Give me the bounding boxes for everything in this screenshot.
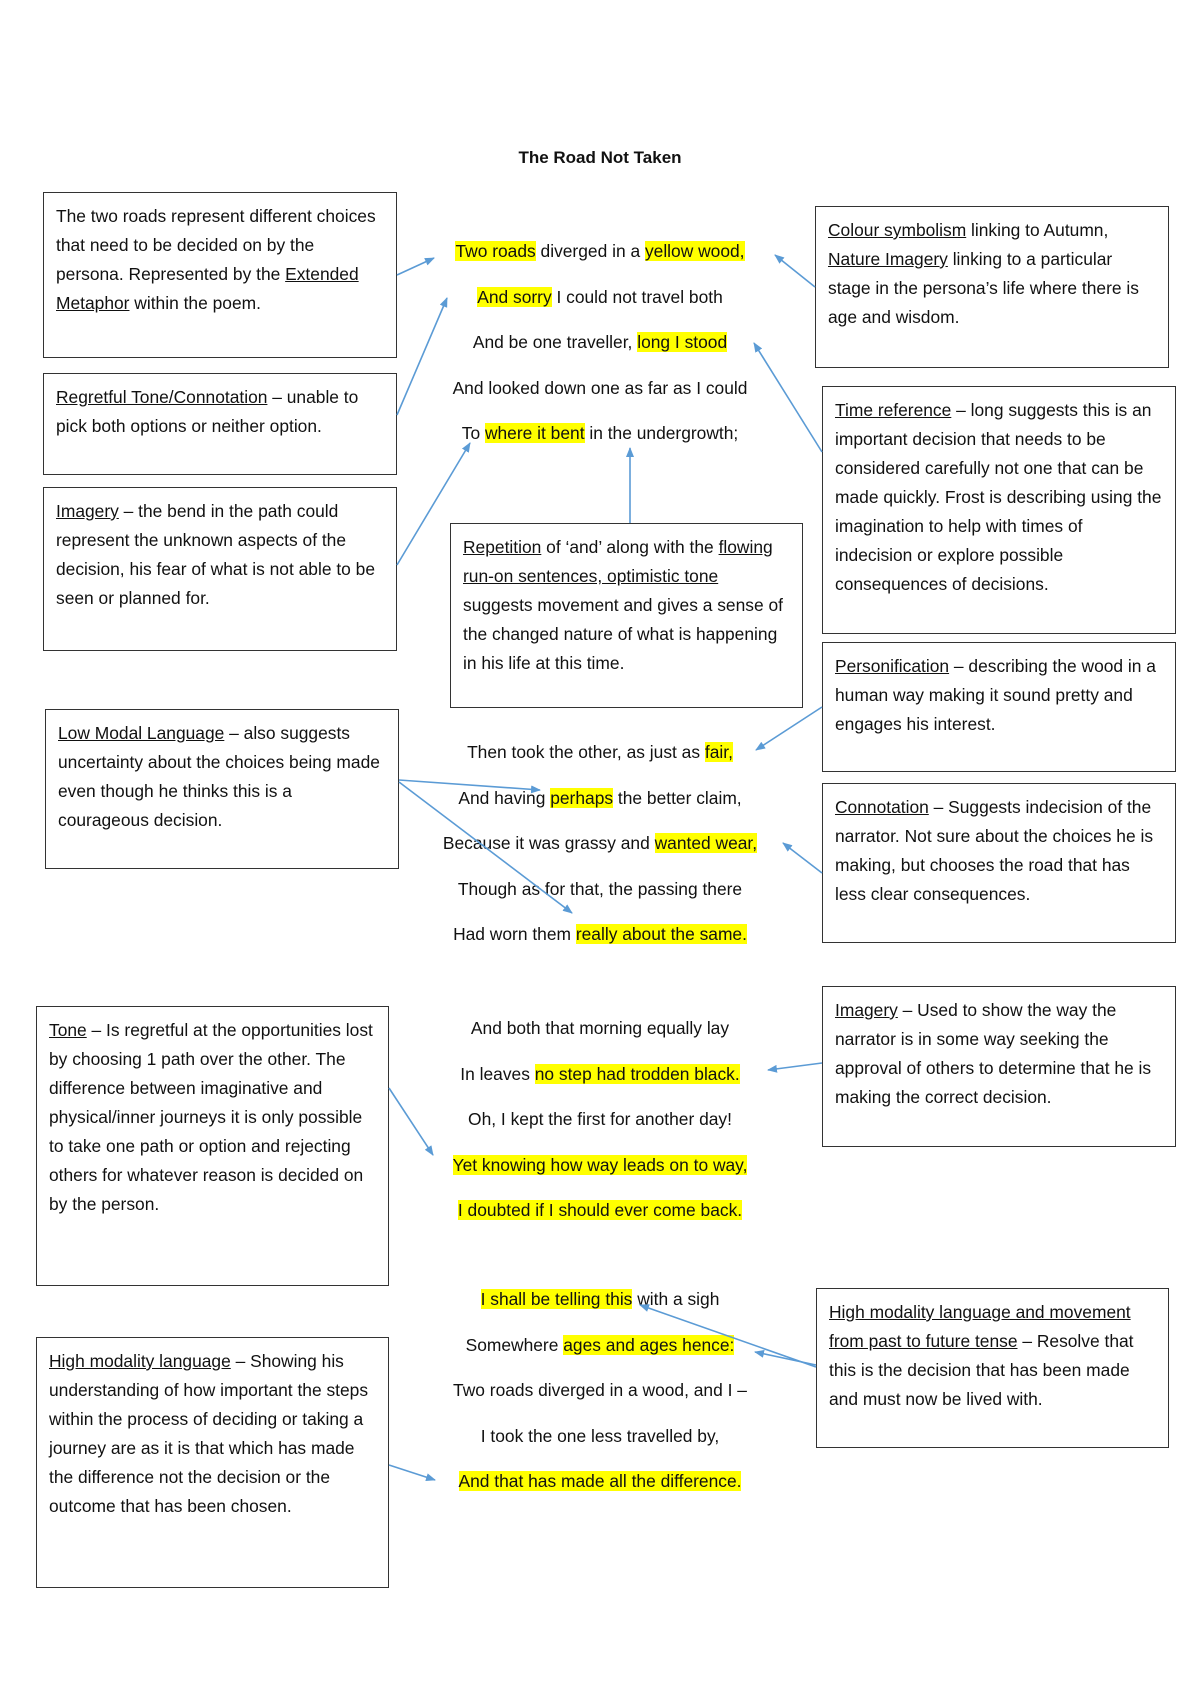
annotation-connotation [822,783,1176,943]
annotation-regretful-tone [43,373,397,475]
annotation-text: – Used to show the way the narrator is in some way seeking the approval of others to determine that he is making the correct decision. [835,1000,1152,1107]
poem-text: Oh, I kept the first for another day! [468,1109,732,1129]
highlighted-phrase: I doubted if I should ever come back. [457,1200,743,1220]
poem-text: Had worn them [453,924,576,944]
annotation-text: suggests movement and gives a sense of the changed nature of what is happening in his life at this time. [463,595,783,673]
annotation-term: High modality language and movement from past to future tense [829,1302,1131,1351]
poem-line [400,375,800,401]
highlighted-phrase: fair, [704,742,733,762]
annotation-imagery-bend [43,487,397,651]
annotation-term: Regretful Tone/Connotation [56,387,268,407]
annotation-term: Connotation [835,797,929,817]
annotation-term: Low Modal Language [58,723,225,743]
poem-text: the better claim, [613,787,742,808]
poem-line [400,284,800,310]
annotation-text: – the bend in the path could represent the unknown aspects of the decision, his fear of what is not able to be seen or planned for. [56,501,376,608]
annotation-text: of ‘and’ along with the [541,537,719,557]
poem-text: I took the one less travelled by, [480,1425,720,1446]
highlighted-phrase: ages and ages hence: [563,1334,735,1355]
annotation-text: – unable to pick both options or neither option. [56,387,359,436]
highlighted-phrase: long I stood [637,332,728,352]
annotation-personification [822,642,1176,772]
annotation-text: – also suggests uncertainty about the choices being made even though he thinks this is a courageous decision. [58,723,380,830]
annotation-term: Time reference [835,400,952,420]
annotation-text: – describing the wood in a human way making it sound pretty and engages his interest. [835,656,1156,734]
poem-text: in the undergrowth; [584,423,739,443]
poem-line [400,1015,800,1041]
poem-text: In leaves [460,1063,535,1084]
highlighted-phrase: perhaps [550,787,614,808]
poem-text: diverged in a [535,241,645,261]
highlighted-phrase: really about the same. [575,924,747,944]
annotation-text: – Resolve that this is the decision that has been made and must now be lived with. [829,1331,1134,1409]
highlighted-phrase: Two roads [455,241,536,261]
poem-line [400,1061,800,1087]
annotation-term: Imagery [56,501,119,521]
poem-line [400,1423,800,1449]
poem-line [400,1152,800,1178]
annotation-time-reference [822,386,1176,634]
annotation-term: Imagery [835,1000,898,1020]
highlighted-phrase: And that has made all the difference. [458,1471,742,1491]
poem-text: To [461,423,485,443]
annotation-text: – Showing his understanding of how important the steps within the process of deciding or taking a journey are as it is that which has made the difference not the decision or the outcome that has been chosen. [49,1351,369,1516]
poem-text: Because it was grassy and [442,833,655,853]
poem-text: with a sigh [632,1289,720,1309]
poem-line [400,1332,800,1358]
poem-line [400,1468,800,1494]
annotation-text: – long suggests this is an important decision that needs to be considered carefully not one that can be made quickly. Frost is describing using the imagination to help with times of indecision or explore possible consequences of decisions. [835,400,1162,594]
annotation-high-modality-tense [816,1288,1169,1448]
annotation-text: linking to Autumn, [966,220,1109,240]
poem-line [400,921,800,947]
poem-line [400,420,800,446]
poem-text: And both that morning equally lay [470,1018,730,1038]
poem-line [400,1197,800,1223]
highlighted-phrase: yellow wood, [644,241,745,261]
poem-line [400,1106,800,1132]
highlighted-phrase: I shall be telling this [480,1289,633,1309]
poem-text: Two roads diverged in a wood, and I – [453,1380,747,1400]
annotation-term: flowing run-on sentences, optimistic tone [463,537,773,586]
poem-line [400,238,800,264]
annotation-tone [36,1006,389,1286]
poem-line [400,876,800,902]
annotation-text: – Suggests indecision of the narrator. Not sure about the choices he is making, but chooses the road that has less clear consequences. [835,797,1154,904]
annotation-two-roads [43,192,397,358]
annotation-colour-symbolism [815,206,1169,368]
annotation-term: Personification [835,656,950,676]
poem-line [400,739,800,765]
highlighted-phrase: where it bent [484,423,585,443]
poem-line [400,1286,800,1312]
poem-line [400,329,800,355]
annotation-low-modal-language [45,709,399,869]
annotation-term: Colour symbolism [828,220,967,240]
annotation-repetition [450,523,803,708]
highlighted-phrase: wanted wear, [654,833,758,853]
poem-text: And having [458,787,551,808]
annotation-term: Tone [49,1020,87,1040]
highlighted-phrase: no step had trodden black. [534,1063,740,1084]
poem-text: Then took the other, as just as [467,742,705,762]
poem-line [400,785,800,811]
highlighted-phrase: Yet knowing how way leads on to way, [452,1154,748,1175]
annotation-text: within the poem. [129,293,261,313]
poem-text: And looked down one as far as I could [452,377,748,398]
poem-text: Somewhere [465,1334,564,1355]
page-title: The Road Not Taken [518,148,682,167]
annotation-term: High modality language [49,1351,231,1371]
annotation-text: – Is regretful at the opportunities lost by choosing 1 path over the other. The difference between imaginative and physical/inner journeys it is only possible to take one path or option and rejecting others for whatever reason is decided on by the person. [49,1020,373,1214]
poem-text: Though as for that, the passing there [457,878,743,899]
highlighted-phrase: And sorry [477,286,552,307]
annotation-text: linking to a particular stage in the persona’s life where there is age and wisdom. [828,249,1139,327]
annotation-term: Nature Imagery [828,249,948,269]
poem-line [400,830,800,856]
poem-line [400,1377,800,1403]
poem-text: And be one traveller, [472,332,638,352]
annotation-high-modality [36,1337,389,1588]
annotation-term: Extended Metaphor [56,264,359,313]
annotation-imagery-approval [822,986,1176,1147]
annotation-term: Repetition [463,537,542,557]
poem-text: I could not travel both [551,286,723,307]
annotation-text: The two roads represent different choices that need to be decided on by the persona. Represented by the [56,206,376,284]
